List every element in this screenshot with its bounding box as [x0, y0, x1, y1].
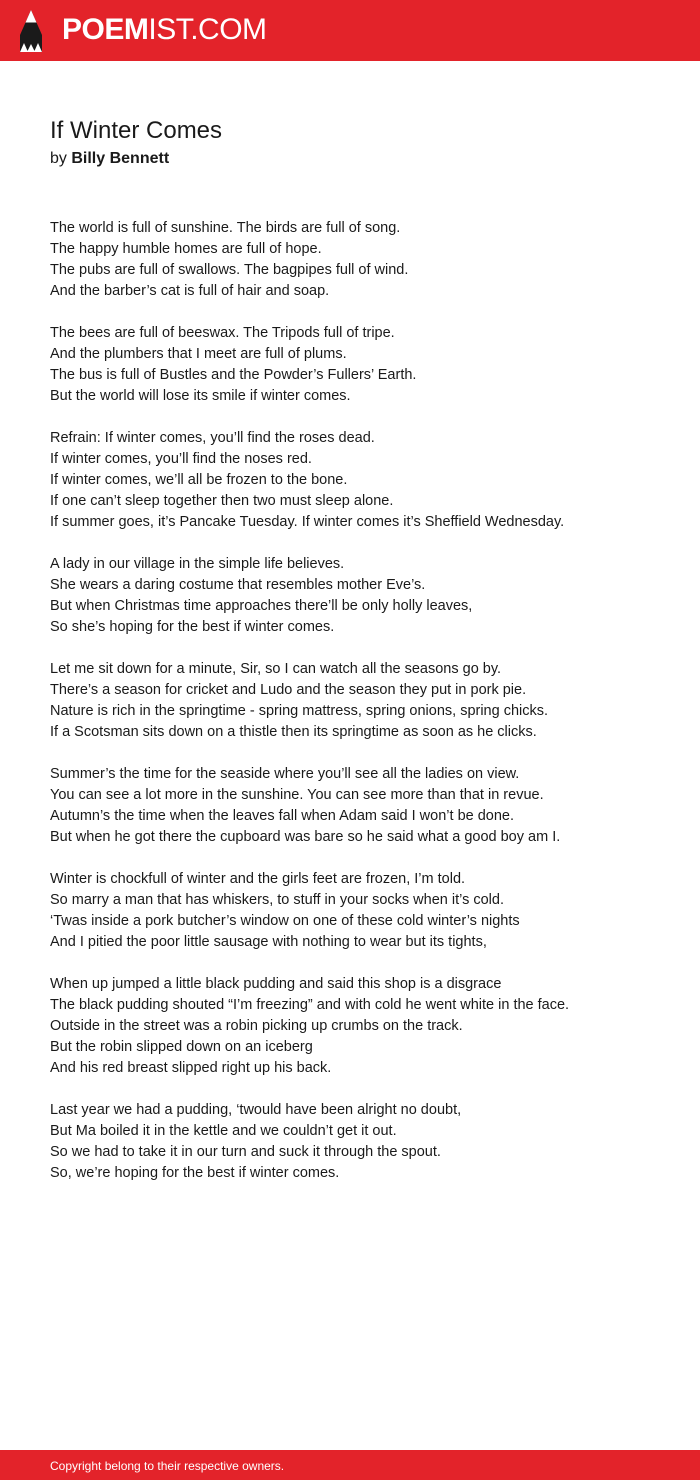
- poem-line: ‘Twas inside a pork butcher’s window on one of these cold winter’s nights: [50, 913, 520, 929]
- poem-line: But the world will lose its smile if winter comes.: [50, 388, 351, 404]
- poem-stanza: [50, 974, 595, 1079]
- byline: [50, 148, 169, 170]
- poem-body: [50, 218, 595, 1205]
- poem-line: The black pudding shouted “I’m freezing” and with cold he went white in the face.: [50, 997, 570, 1013]
- poem-line: Outside in the street was a robin picking up crumbs on the track.: [50, 1018, 463, 1034]
- logo-light-text: IST.COM: [148, 13, 267, 46]
- poem-stanza: [50, 554, 595, 638]
- poem-line: The bees are full of beeswax. The Tripods full of tripe.: [50, 325, 395, 341]
- poem-line: The pubs are full of swallows. The bagpipes full of wind.: [50, 262, 409, 278]
- poem-line: If summer goes, it’s Pancake Tuesday. If winter comes it’s Sheffield Wednesday.: [50, 514, 565, 530]
- poem-line: There’s a season for cricket and Ludo and the season they put in pork pie.: [50, 682, 527, 698]
- poem-line: Autumn’s the time when the leaves fall when Adam said I won’t be done.: [50, 808, 515, 824]
- poem-line: And the barber’s cat is full of hair and soap.: [50, 283, 330, 299]
- poem-line: If one can’t sleep together then two must sleep alone.: [50, 493, 394, 509]
- poem-line: The happy humble homes are full of hope.: [50, 241, 322, 257]
- site-logo[interactable]: [62, 13, 267, 47]
- poem-line: Nature is rich in the springtime - spring mattress, spring onions, spring chicks.: [50, 703, 549, 719]
- poem-line: But Ma boiled it in the kettle and we couldn’t get it out.: [50, 1123, 397, 1139]
- poem-line: And his red breast slipped right up his back.: [50, 1060, 332, 1076]
- poem-line: So she’s hoping for the best if winter comes.: [50, 619, 335, 635]
- poem-line: Winter is chockfull of winter and the girls feet are frozen, I’m told.: [50, 871, 466, 887]
- poem-line: Last year we had a pudding, ‘twould have been alright no doubt,: [50, 1102, 462, 1118]
- copyright-text: Copyright belong to their respective owners.: [50, 1459, 285, 1473]
- pencil-icon[interactable]: [17, 9, 45, 53]
- poem-stanza: [50, 323, 595, 407]
- poem-line: You can see a lot more in the sunshine. You can see more than that in revue.: [50, 787, 544, 803]
- site-footer: [0, 1450, 700, 1480]
- site-header: [0, 0, 700, 61]
- poem-line: And I pitied the poor little sausage with nothing to wear but its tights,: [50, 934, 487, 950]
- poem-line: If winter comes, you’ll find the noses red.: [50, 451, 312, 467]
- poem-stanza: [50, 659, 595, 743]
- poem-stanza: [50, 218, 595, 302]
- logo-bold-text: POEM: [62, 13, 149, 46]
- poem-line: When up jumped a little black pudding and said this shop is a disgrace: [50, 976, 502, 992]
- poem-line: But when Christmas time approaches there’ll be only holly leaves,: [50, 598, 473, 614]
- poem-line: She wears a daring costume that resembles mother Eve’s.: [50, 577, 426, 593]
- poem-line: A lady in our village in the simple life believes.: [50, 556, 345, 572]
- byline-prefix: by: [50, 150, 67, 167]
- poem-line: Let me sit down for a minute, Sir, so I can watch all the seasons go by.: [50, 661, 502, 677]
- poem-line: Refrain: If winter comes, you’ll find the roses dead.: [50, 430, 375, 446]
- poem-line: And the plumbers that I meet are full of plums.: [50, 346, 347, 362]
- poem-stanza: [50, 428, 595, 533]
- poem-line: So marry a man that has whiskers, to stuff in your socks when it’s cold.: [50, 892, 504, 908]
- author-name: Billy Bennett: [71, 150, 170, 167]
- poem-title: If Winter Comes: [50, 117, 223, 144]
- poem-line: Summer’s the time for the seaside where you’ll see all the ladies on view.: [50, 766, 520, 782]
- poem-line: So, we’re hoping for the best if winter comes.: [50, 1165, 340, 1181]
- poem-line: But when he got there the cupboard was bare so he said what a good boy am I.: [50, 829, 561, 845]
- poem-line: If winter comes, we’ll all be frozen to the bone.: [50, 472, 348, 488]
- poem-line: The bus is full of Bustles and the Powder’s Fullers’ Earth.: [50, 367, 417, 383]
- poem-line: But the robin slipped down on an iceberg: [50, 1039, 313, 1055]
- poem-line: So we had to take it in our turn and suck it through the spout.: [50, 1144, 441, 1160]
- poem-stanza: [50, 1100, 595, 1184]
- poem-stanza: [50, 869, 595, 953]
- poem-stanza: [50, 764, 595, 848]
- poem-line: The world is full of sunshine. The birds are full of song.: [50, 220, 401, 236]
- poem-line: If a Scotsman sits down on a thistle then its springtime as soon as he clicks.: [50, 724, 537, 740]
